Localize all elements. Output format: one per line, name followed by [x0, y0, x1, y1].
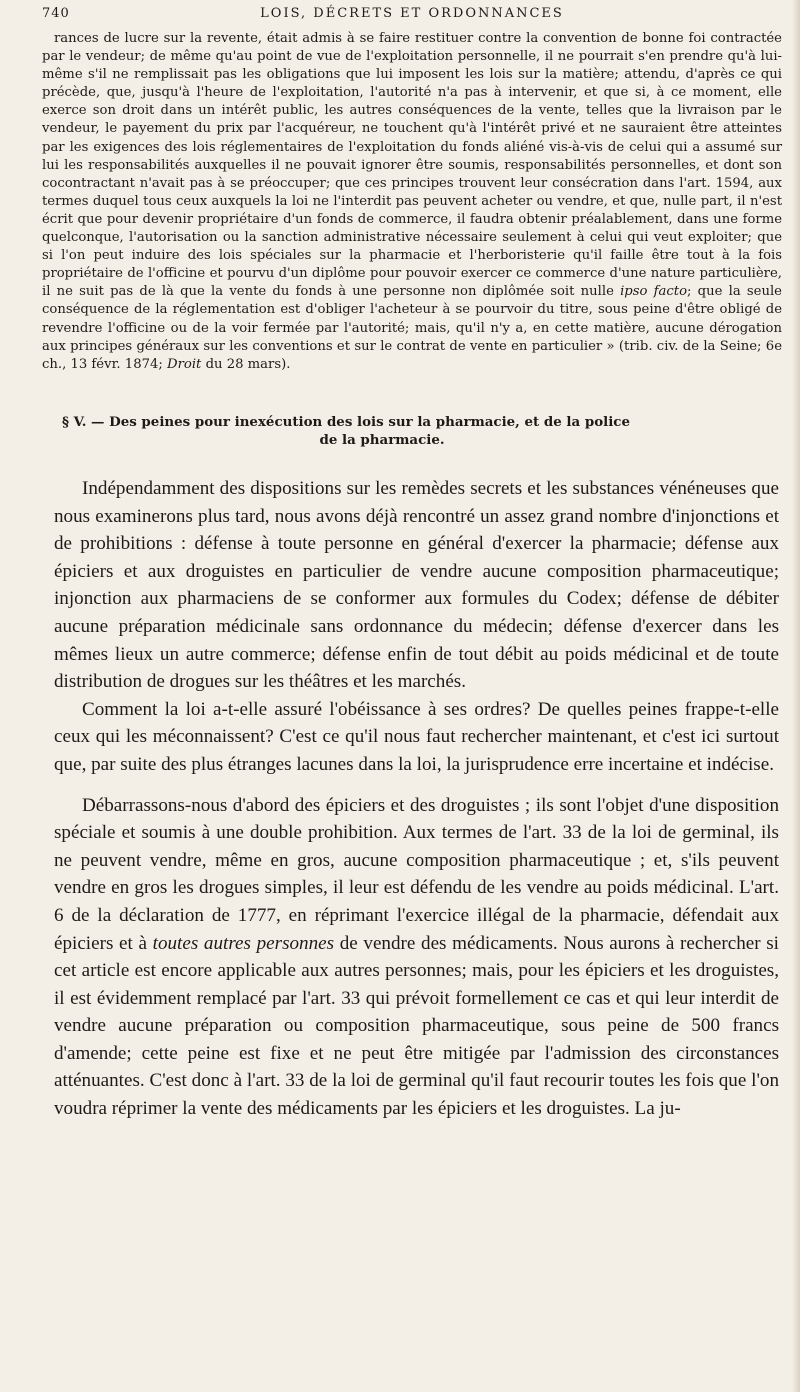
main-body	[54, 475, 779, 1123]
section-number: § V.	[62, 414, 87, 430]
running-title: LOIS, DÉCRETS ET ORDONNANCES	[260, 6, 564, 21]
section-heading	[62, 413, 782, 449]
quotation-italic-ipso-facto: ipso facto	[620, 284, 688, 300]
section-subtitle: de la pharmacie.	[319, 432, 445, 448]
footnote-quotation	[42, 30, 782, 374]
quotation-text: rances de lucre sur la revente, était admis à se faire restituer contre la convention de bonne foi contractée par le vendeur; de même qu'au point de vue de l'exploitation personnelle, il ne pourrait s'en prendre qu'à lui-même s'il ne remplissait pas les obligations que lui imposent les lois sur la matière; attendu, d'après ce qui précède, que, jusqu'à l'heure de l'exploitation, l'autorité n'a pas à intervenir, et que si, à ce moment, elle exerce son droit dans un intérêt public, les autres conséquences de la vente, telles que la livraison par le vendeur, le payement du prix par l'acquéreur, ne touchent qu'à l'intérêt privé et ne sauraient être atteintes par les exigences des lois réglementaires de l'exploitation du fonds aliéné vis-à-vis de celui qui a assumé sur lui les responsabilités auxquelles il ne pouvait ignorer être soumis, responsabilités personnelles, et dont son cocontractant n'avait pas à se préoccuper; que ces principes trouvent leur consécration dans l'art. 1594, aux termes duquel tous ceux auxquels la loi ne l'interdit pas peuvent acheter ou vendre, et que, nulle part, il n'est écrit que pour devenir propriétaire d'un fonds de commerce, il faudra obtenir préalablement, dans une forme quelconque, l'autorisation ou la sanction administrative nécessaire seulement à celui qui veut exploiter; que si l'on peut induire des lois spéciales sur la pharmacie et l'herboristerie qu'il faille être tout à la fois propriétaire de l'officine et pourvu d'un diplôme pour pouvoir exercer ce commerce d'une nature particulière, il ne suit pas de là que la vente du fonds à une personne non diplômée soit nulle	[42, 31, 782, 300]
body-paragraph-1: Indépendamment des dispositions sur les remèdes secrets et les substances vénéneuses que nous examinerons plus tard, nous avons déjà rencontré un assez grand nombre d'injonctions et de prohibitions : défense à toute personne en général d'exercer la pharmacie; défense aux épiciers et aux droguistes en particulier de vendre aucune composition pharmaceutique; injonction aux pharmaciens de se conformer aux formules du Codex; défense de débiter aucune préparation médicinale sans ordonnance du médecin; défense d'exercer dans les mêmes lieux un autre commerce; défense enfin de tout débit au poids médicinal et de toute distribution de drogues sur les théâtres et les marchés.	[54, 478, 779, 693]
running-header	[42, 4, 782, 26]
quotation-text-end: du 28 mars).	[205, 356, 291, 372]
quotation-paragraph	[42, 30, 782, 374]
quotation-italic-droit: Droit	[167, 356, 202, 372]
body-paragraph-3-text-continued: de vendre des médicaments. Nous aurons à rechercher si cet article est encore applicable aux autres personnes; mais, pour les épiciers et les droguistes, il est évidemment remplacé par l'art. 33 qui prévoit formellement ce cas et qui leur interdit de vendre aucune préparation ou composition pharmaceutique, sous peine de 500 francs d'amende; cette peine est fixe et ne peut être mitigée par l'admission des circonstances atténuantes. C'est donc à l'art. 33 de la loi de germinal qu'il faut recourir toutes les fois que l'on voudra réprimer la vente des médicaments par les épiciers et les droguistes. La ju-	[54, 932, 779, 1120]
section-title: — Des peines pour inexécution des lois sur la pharmacie, et de la police	[91, 414, 630, 430]
body-paragraph-2: Comment la loi a-t-elle assuré l'obéissance à ses ordres? De quelles peines frappe-t-elle ceux qui les méconnaissent? C'est ce qu'il nous faut rechercher maintenant, et c'est ici surtout que, par suite des plus étranges lacunes dans la loi, la jurisprudence erre incertaine et indécise.	[54, 698, 779, 775]
body-paragraph-3-italic: toutes autres personnes	[152, 932, 335, 954]
page-edge-shadow	[792, 0, 800, 1392]
body-paragraph-3-text: Débarrassons-nous d'abord des épiciers et des droguistes ; ils sont l'objet d'une disposition spéciale et soumis à une double prohibition. Aux termes de l'art. 33 de la loi de germinal, ils ne peuvent vendre, même en gros, aucune composition pharmaceutique ; et, s'ils peuvent vendre en gros les drogues simples, il leur est défendu de les vendre au poids médicinal. L'art. 6 de la déclaration de 1777, en réprimant l'exercice illégal de la pharmacie, défendait aux épiciers et à	[54, 794, 779, 954]
page-number: 740	[42, 6, 70, 21]
quotation-text-continued: ; que la seule conséquence de la réglementation est d'obliger l'acheteur à se pourvoir du titre, sous peine d'être obligé de revendre l'officine ou de la voir fermée par l'autorité; mais, qu'il n'y a, en cette matière, aucune dérogation aux principes généraux sur les conventions et sur le contrat de vente en particulier » (trib. civ. de la Seine; 6e ch., 13 févr. 1874;	[42, 284, 782, 372]
body-paragraph-3	[54, 792, 779, 1123]
